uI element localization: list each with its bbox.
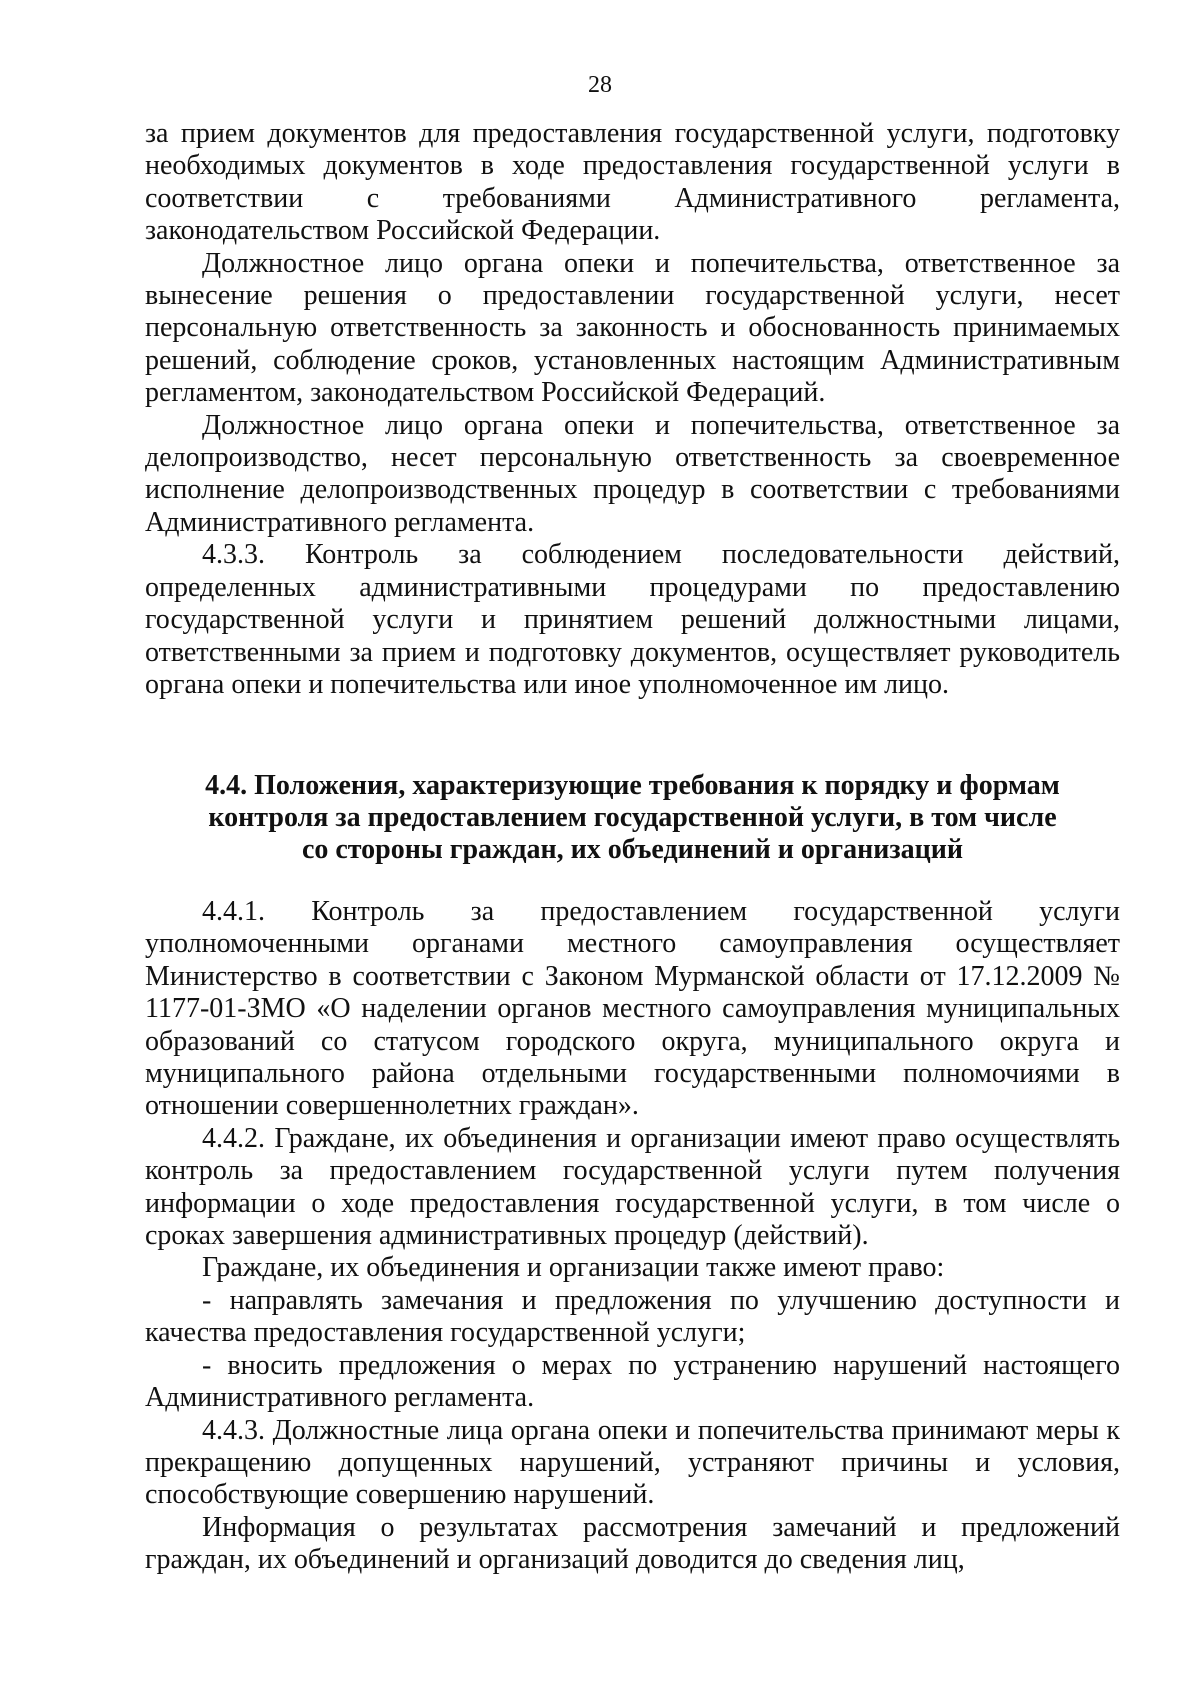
heading-line: контроля за предоставлением государственной услуги, в том числе [208, 802, 1057, 833]
page-number: 28 [588, 72, 612, 98]
paragraph-4-4-3: 4.4.3. Должностные лица органа опеки и попечительства принимают меры к прекращению допущенных нарушений, устраняют причины и условия, способствующие совершению нарушений. [145, 1414, 1120, 1511]
paragraph-official-records: Должностное лицо органа опеки и попечительства, ответственное за делопроизводство, несет персональную ответственность за своевременное исполнение делопроизводственных процедур в соответствии с требованиями Административного регламента. [145, 409, 1120, 538]
paragraph-results-info: Информация о результатах рассмотрения замечаний и предложений граждан, их объединений и организаций доводится до сведения лиц, [145, 1511, 1120, 1576]
paragraph-official-decision: Должностное лицо органа опеки и попечительства, ответственное за вынесение решения о предоставлении государственной услуги, несет персональную ответственность за законность и обоснованность принимаемых решений, соблюдение сроков, установленных настоящим Административным регламентом, законодательством Российской Федераций. [145, 247, 1120, 409]
paragraph-citizens-rights: Граждане, их объединения и организации также имеют право: [202, 1252, 945, 1284]
section-4-4-text [145, 896, 1120, 1577]
section-4-3-text [145, 118, 1120, 701]
paragraph-4-3-3: 4.3.3. Контроль за соблюдением последовательности действий, определенных административными процедурами по предоставлению государственной услуги и принятием решений должностными лицами, ответственными за прием и подготовку документов, осуществляет руководитель органа опеки и попечительства или иное уполномоченное им лицо. [145, 539, 1120, 700]
paragraph-continuation: за прием документов для предоставления государственной услуги, подготовку необходимых документов в ходе предоставления государственной услуги в соответствии с требованиями Административного регламента, законодательством Российской Федерации. [145, 118, 1120, 247]
paragraph-4-4-1: 4.4.1. Контроль за предоставлением государственной услуги уполномоченными органами местного самоуправления осуществляет Министерство в соответствии с Законом Мурманской области от 17.12.2009 № 1177-01-ЗМО «О наделении органов местного самоуправления муниципальных образований со статусом городского округа, муниципального округа и муниципального района отдельными государственными полномочиями в отношении совершеннолетних граждан». [145, 896, 1120, 1122]
list-item-remarks: - направлять замечания и предложения по улучшению доступности и качества предоставления государственной услуги; [145, 1284, 1120, 1349]
list-item-proposals: - вносить предложения о мерах по устранению нарушений настоящего Административного регламента. [145, 1349, 1120, 1414]
heading-line: со стороны граждан, их объединений и организаций [301, 834, 964, 865]
paragraph-4-4-2: 4.4.2. Граждане, их объединения и организации имеют право осуществлять контроль за предоставлением государственной услуги путем получения информации о ходе предоставления государственной услуги, в том числе о сроках завершения административных процедур (действий). [145, 1122, 1120, 1252]
heading-line: 4.4. Положения, характеризующие требования к порядку и формам [205, 770, 1060, 801]
section-4-4-heading [145, 770, 1120, 866]
